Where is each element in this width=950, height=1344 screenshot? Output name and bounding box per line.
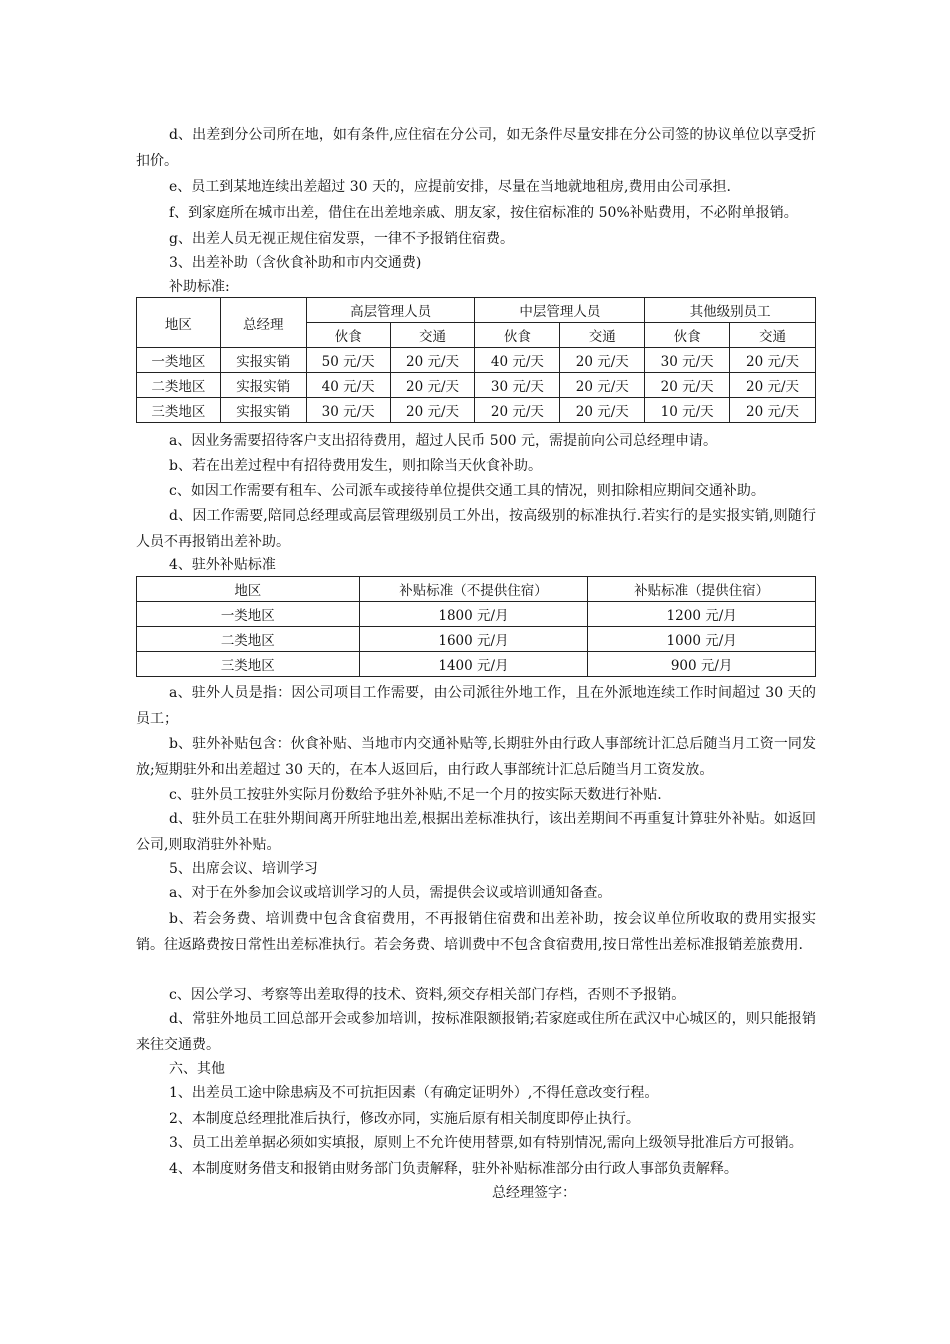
table-cell: 900 元/月	[588, 652, 816, 677]
table-cell: 10 元/天	[645, 398, 730, 423]
table-cell: 实报实销	[220, 373, 306, 398]
header-general-manager: 总经理	[220, 298, 306, 348]
table-cell: 30 元/天	[645, 348, 730, 373]
header-with-lodging: 补贴标准（提供住宿）	[588, 577, 816, 602]
paragraph-1-itinerary: 1、出差员工途中除患病及不可抗拒因素（有确定证明外）,不得任意改变行程。	[169, 1085, 659, 1101]
table-cell: 三类地区	[137, 652, 360, 677]
table-cell: 1000 元/月	[588, 627, 816, 652]
subheader-transport: 交通	[560, 323, 645, 348]
table-cell: 30 元/天	[306, 398, 390, 423]
table-row	[137, 602, 816, 627]
paragraph-g-invoice: g、出差人员无视正规住宿发票，一律不予报销住宿费。	[169, 231, 514, 247]
table-cell: 二类地区	[137, 627, 360, 652]
paragraph-b-entertainment-deduct: b、若在出差过程中有招待费用发生，则扣除当天伙食补助。	[169, 458, 542, 474]
paragraph-3-receipts: 3、员工出差单据必须如实填报，原则上不允许使用替票,如有特别情况,需向上级领导批准后方可报销。	[169, 1135, 803, 1151]
section-heading-5: 5、出席会议、培训学习	[169, 861, 318, 877]
table-cell: 三类地区	[137, 398, 221, 423]
table-cell: 1600 元/月	[359, 627, 588, 652]
subheader-transport: 交通	[390, 323, 475, 348]
table-cell: 实报实销	[220, 398, 306, 423]
table-row	[137, 373, 816, 398]
subsidy-standard-label: 补助标准:	[169, 279, 230, 295]
table-cell: 1200 元/月	[588, 602, 816, 627]
header-other-staff: 其他级别员工	[645, 298, 816, 323]
paragraph-b-meeting-fees: b、若会务费、培训费中包含食宿费用，不再报销住宿费和出差补助，按会议单位所收取的费用实报实销。往返路费按日常性出差标准执行。若会务费、培训费中不包含食宿费用,按日常性出差标准报销差旅费用.	[136, 911, 816, 953]
table-cell: 20 元/天	[390, 398, 475, 423]
table-row	[137, 398, 816, 423]
paragraph-2-effective: 2、本制度总经理批准后执行，修改亦同，实施后原有相关制度即停止执行。	[169, 1111, 640, 1127]
table-cell: 二类地区	[137, 373, 221, 398]
paragraph-4-interpretation: 4、本制度财务借支和报销由财务部门负责解释，驻外补贴标准部分由行政人事部负责解释。	[169, 1161, 738, 1177]
table-cell: 1800 元/月	[359, 602, 588, 627]
table-cell: 40 元/天	[475, 348, 560, 373]
header-region: 地区	[137, 298, 221, 348]
table-cell: 40 元/天	[306, 373, 390, 398]
table-row	[137, 627, 816, 652]
paragraph-d-resident-trip: d、驻外员工在驻外期间离开所驻地出差,根据出差标准执行，该出差期间不再重复计算驻外补贴。如返回公司,则取消驻外补贴。	[136, 811, 816, 853]
paragraph-a-entertainment: a、因业务需要招待客户支出招待费用，超过人民币 500 元，需提前向公司总经理申请。	[169, 433, 717, 449]
table-cell: 20 元/天	[730, 348, 816, 373]
paragraph-c-resident-months: c、驻外员工按驻外实际月份数给予驻外补贴,不足一个月的按实际天数进行补贴.	[169, 787, 662, 803]
paragraph-f-family-city: f、到家庭所在城市出差，借住在出差地亲戚、朋友家，按住宿标准的 50%补贴费用，不必附单报销。	[169, 205, 798, 221]
paragraph-c-transport-deduct: c、如因工作需要有租车、公司派车或接待单位提供交通工具的情况，则扣除相应期间交通补助。	[169, 483, 765, 499]
table-cell: 20 元/天	[645, 373, 730, 398]
subheader-food: 伙食	[645, 323, 730, 348]
general-manager-signature-label: 总经理签字：	[492, 1185, 576, 1201]
table-cell: 20 元/天	[560, 373, 645, 398]
table-cell: 1400 元/月	[359, 652, 588, 677]
table-cell: 20 元/天	[390, 348, 475, 373]
header-middle-management: 中层管理人员	[475, 298, 645, 323]
subheader-food: 伙食	[306, 323, 390, 348]
table-row	[137, 652, 816, 677]
paragraph-a-resident-definition: a、驻外人员是指：因公司项目工作需要，由公司派往外地工作，且在外派地连续工作时间超过 30 天的员工；	[136, 685, 816, 727]
paragraph-d-return-hq: d、常驻外地员工回总部开会或参加培训，按标准限额报销;若家庭或住所在武汉中心城区的，则只能报销来往交通费。	[136, 1011, 816, 1053]
table-cell: 20 元/天	[390, 373, 475, 398]
table-cell: 20 元/天	[730, 373, 816, 398]
header-region: 地区	[137, 577, 360, 602]
paragraph-c-materials: c、因公学习、考察等出差取得的技术、资料,须交存相关部门存档，否则不予报销。	[169, 987, 686, 1003]
paragraph-a-meeting-notice: a、对于在外参加会议或培训学习的人员，需提供会议或培训通知备查。	[169, 885, 612, 901]
subheader-transport: 交通	[730, 323, 816, 348]
section-heading-3: 3、出差补助（含伙食补助和市内交通费)	[169, 255, 422, 271]
table-cell: 30 元/天	[475, 373, 560, 398]
paragraph-e-long-stay: e、员工到某地连续出差超过 30 天的，应提前安排，尽量在当地就地租房,费用由公司承担.	[169, 179, 731, 195]
table-cell: 20 元/天	[560, 398, 645, 423]
paragraph-d-accompany: d、因工作需要,陪同总经理或高层管理级别员工外出，按高级别的标准执行.若实行的是实报实销,则随行人员不再报销出差补助。	[136, 508, 816, 550]
table-row	[137, 348, 816, 373]
section-heading-6: 六、其他	[169, 1061, 225, 1077]
table-cell: 20 元/天	[730, 398, 816, 423]
table-cell: 一类地区	[137, 348, 221, 373]
subheader-food: 伙食	[475, 323, 560, 348]
travel-subsidy-table	[136, 297, 816, 423]
table-cell: 50 元/天	[306, 348, 390, 373]
header-without-lodging: 补贴标准（不提供住宿）	[359, 577, 588, 602]
paragraph-b-resident-content: b、驻外补贴包含：伙食补贴、当地市内交通补贴等,长期驻外由行政人事部统计汇总后随当月工资一同发放;短期驻外和出差超过 30 天的，在本人返回后，由行政人事部统计汇总后随当月工资发放。	[136, 736, 816, 778]
resident-subsidy-table	[136, 576, 816, 677]
table-cell: 20 元/天	[475, 398, 560, 423]
table-cell: 20 元/天	[560, 348, 645, 373]
section-heading-4: 4、驻外补贴标准	[169, 557, 276, 573]
header-senior-management: 高层管理人员	[306, 298, 475, 323]
table-cell: 实报实销	[220, 348, 306, 373]
table-cell: 一类地区	[137, 602, 360, 627]
paragraph-d-lodging-branch: d、出差到分公司所在地，如有条件,应住宿在分公司，如无条件尽量安排在分公司签的协议单位以享受折扣价。	[136, 127, 816, 169]
